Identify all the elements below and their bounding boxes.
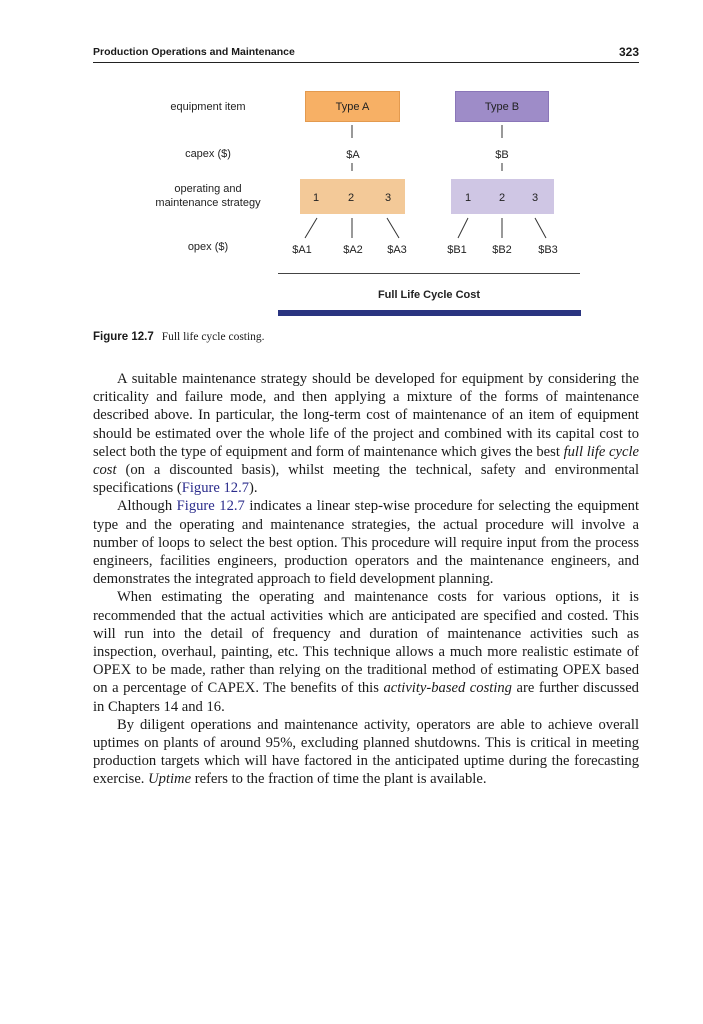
strategy-a-2: 2 (348, 192, 355, 204)
opex-b1: $B1 (447, 244, 467, 256)
text-run: When estimating the operating and maintenance costs for various options, it is recommended that the actual activities which are anticipated are specified and costed. This will run into the detail of frequency and duration of maintenance activities such as inspection, overhaul, painting, etc. This technique allows a much more realistic estimate of OPEX to be made, rather than relying on the traditional method of estimating OPEX based on a percentage of CAPEX. The benefits of this (93, 589, 639, 697)
text-run: By diligent operations and maintenance activity, operators are able to achieve overall uptimes on plants of around 95%, excluding planned shutdowns. This is critical in meeting production targets which will have factored in the anticipated uptime during the forecasting exercise. (93, 716, 639, 788)
opex-a2: $A2 (343, 244, 363, 256)
text-run: Although (117, 498, 177, 515)
figure-reference-link[interactable]: Figure 12.7 (181, 480, 250, 497)
full-life-cycle-cost-bar (278, 310, 581, 316)
connector-lines (0, 0, 703, 330)
type-a-box: Type A (305, 91, 400, 122)
text-run: A suitable maintenance strategy should be developed for equipment by considering the criticality and failure mode, and then applying a mixture of the forms of maintenance described above. In particular, the long-term cost of maintenance of an item of equipment should be estimated over the whole life of the project and combined with its capital cost to select both the type of equipment and form of maintenance which gives the best (93, 371, 639, 460)
strategy-b-2: 2 (499, 192, 506, 204)
opex-b2: $B2 (492, 244, 512, 256)
opex-a1: $A1 (292, 244, 312, 256)
paragraph-3 (93, 588, 639, 715)
capex-b: $B (495, 149, 509, 161)
figure-caption (93, 331, 265, 343)
connector-line (305, 218, 317, 238)
figure-number: Figure 12.7 (93, 331, 154, 343)
figure-caption-text: Full life cycle costing. (161, 331, 265, 343)
row-label-strategy-line2: maintenance strategy (155, 197, 261, 209)
page-number: 323 (618, 45, 639, 59)
emphasis: Uptime (148, 771, 192, 788)
emphasis: full life cycle cost (93, 443, 639, 479)
paragraph-4 (93, 716, 639, 789)
strategy-a-3: 3 (385, 192, 392, 204)
text-run: indicates a linear step-wise procedure for selecting the equipment type and the operating and maintenance strategies, the actual procedure will involve a number of loops to select the best option. This procedure will require input from the process engineers, facilities engineers, production operators and the maintenance engineers, and demonstrates the integrated approach to field development planning. (93, 498, 640, 588)
row-label-strategy-line1: operating and (174, 183, 242, 195)
text-run: ). (249, 480, 258, 497)
life-cycle-cost-figure (0, 0, 703, 330)
emphasis: activity-based costing (383, 680, 512, 697)
strategy-a-1: 1 (313, 192, 320, 204)
strategy-b-3: 3 (532, 192, 539, 204)
full-life-cycle-cost-label: Full Life Cycle Cost (377, 289, 481, 301)
running-title: Production Operations and Maintenance (93, 46, 295, 58)
paragraph-1 (93, 370, 639, 497)
total-divider (278, 273, 580, 274)
body-text (93, 370, 639, 789)
figure-reference-link[interactable]: Figure 12.7 (176, 498, 245, 515)
text-run: (on a discounted basis), whilst meeting the technical, safety and environmental specifications ( (93, 462, 639, 497)
strategy-b-1: 1 (465, 192, 472, 204)
type-b-box: Type B (455, 91, 549, 122)
connector-line (387, 218, 399, 238)
capex-a: $A (346, 149, 360, 161)
paragraph-2 (93, 497, 639, 588)
opex-b3: $B3 (538, 244, 558, 256)
connector-line (458, 218, 468, 238)
text-run: are further discussed in Chapters 14 and 16. (93, 680, 639, 715)
row-label-capex: capex ($) (185, 148, 231, 160)
row-label-opex: opex ($) (187, 241, 229, 253)
row-label-equipment: equipment item (170, 101, 246, 113)
connector-line (535, 218, 546, 238)
text-run: refers to the fraction of time the plant is available. (191, 771, 487, 788)
opex-a3: $A3 (387, 244, 407, 256)
